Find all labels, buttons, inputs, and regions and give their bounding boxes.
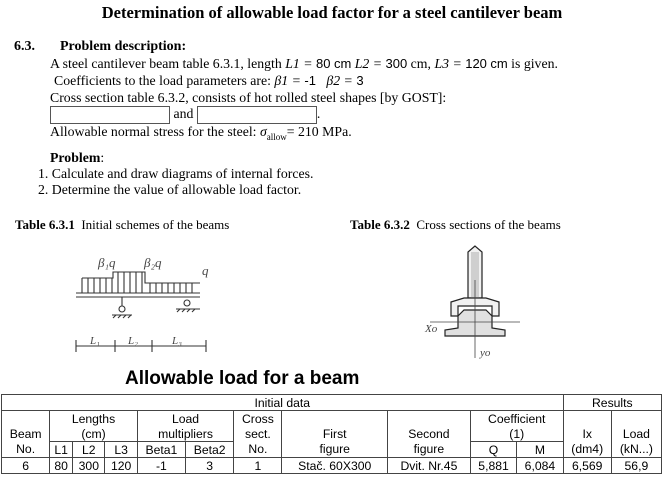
problem-item-2: 2. Determine the value of allowable load factor. (38, 182, 302, 197)
cell-beta1: -1 (137, 458, 185, 474)
yo-label: yo (480, 347, 491, 359)
roller-support (184, 300, 190, 306)
table1-caption-text: Initial schemes of the beams (81, 217, 230, 232)
l2-dim-label: L₂ (128, 335, 138, 347)
sigma-subscript: allow (266, 131, 287, 142)
l3-value: 120 (465, 56, 487, 71)
col-q: Q (470, 442, 516, 458)
l3-label: L3 = (434, 56, 466, 71)
table2-caption-text: Cross sections of the beams (416, 217, 561, 232)
section-heading: Problem description: (60, 39, 187, 54)
cell-beam: 6 (2, 458, 50, 474)
page-title: Determination of allowable load factor for a steel cantilever beam (101, 3, 563, 22)
cross-sect: sect. (234, 426, 282, 442)
first-figure-sub: figure (282, 442, 387, 458)
col-m: M (517, 442, 563, 458)
coefficient-unit: (1) (470, 426, 563, 442)
second-figure-header: Second (387, 426, 470, 442)
problem-heading-text: Problem (50, 150, 101, 165)
l2-value: 300 (385, 56, 408, 71)
cross-header: Cross (234, 411, 282, 427)
beam-no-header: No. (2, 442, 50, 458)
and-text: and (173, 106, 194, 122)
section-number: 6.3. (14, 39, 35, 54)
beam-length-text: A steel cantilever beam table 6.3.1, length (50, 56, 286, 71)
second-shape-input[interactable] (197, 106, 317, 124)
beta2-label: β2 = (326, 73, 353, 88)
cell-l1: 80 (50, 458, 73, 474)
col-l3: L3 (105, 442, 137, 458)
coefficient-header: Coefficient (470, 411, 563, 427)
beam-scheme-sketch (60, 248, 230, 360)
l1-unit: cm (333, 56, 352, 71)
l1-value: 80 (316, 56, 331, 71)
description-line-1 (50, 56, 558, 72)
table-row (2, 458, 662, 474)
group-header-row (2, 395, 662, 411)
ix-unit: (dm4) (563, 442, 611, 458)
cell-second-figure: Dvit. Nr.45 (387, 458, 470, 474)
cell-cross: 1 (234, 458, 282, 474)
ix-header: Ix (563, 426, 611, 442)
second-figure-sub: figure (387, 442, 470, 458)
description-line-5 (50, 124, 352, 142)
l1-dim-label: L₁ (90, 335, 100, 347)
cell-l3: 120 (105, 458, 137, 474)
cross-section-sketch (420, 240, 530, 360)
lengths-header: Lengths (50, 411, 138, 427)
header-row-3 (2, 442, 662, 458)
col-beta1: Beta1 (137, 442, 185, 458)
load-mult-unit: multipliers (137, 426, 234, 442)
sigma-symbol: σ (259, 124, 267, 139)
group-results: Results (563, 395, 661, 411)
first-figure-header: First (282, 426, 387, 442)
cell-load: 56,9 (611, 458, 661, 474)
xo-label: Xo (425, 323, 438, 335)
problem-heading: Problem: (50, 150, 105, 165)
table1-label: Table 6.3.1 (15, 217, 75, 232)
beta2-q-label: β₂q (144, 255, 162, 270)
beam-header: Beam (2, 426, 50, 442)
results-title: Allowable load for a beam (125, 368, 360, 389)
table1-caption (15, 217, 229, 233)
cell-m: 6,084 (517, 458, 563, 474)
q-label: q (202, 263, 209, 278)
problem-item-1: 1. Calculate and draw diagrams of internal forces. (38, 166, 314, 181)
table2-caption (350, 217, 561, 233)
l1-label: L1 = (285, 56, 317, 71)
first-shape-input[interactable] (50, 106, 170, 124)
l3-unit: cm (490, 56, 508, 71)
sigma-value: = 210 MPa. (286, 124, 352, 139)
cell-l2: 300 (73, 458, 105, 474)
beta1-value: -1 (304, 73, 316, 88)
lengths-unit: (cm) (50, 426, 138, 442)
beta1-q-label: β₁q (98, 255, 116, 270)
col-l1: L1 (50, 442, 73, 458)
line1-end: is given. (511, 56, 558, 71)
cross-no: No. (234, 442, 282, 458)
load-mult-header: Load (137, 411, 234, 427)
l2-label: L2 = (354, 56, 386, 71)
table2-label: Table 6.3.2 (350, 217, 410, 232)
l3-dim-label: L₃ (172, 335, 182, 347)
header-row-2 (2, 426, 662, 442)
load-unit: (kN...) (611, 442, 661, 458)
coefficients-text: Coefficients to the load parameters are: (54, 73, 271, 88)
cell-beta2: 3 (186, 458, 234, 474)
cell-ix: 6,569 (563, 458, 611, 474)
cell-q: 5,881 (470, 458, 516, 474)
description-line-2 (54, 73, 364, 89)
col-beta2: Beta2 (186, 442, 234, 458)
l2-unit: cm, (410, 56, 431, 71)
cell-first-figure: Stač. 60X300 (282, 458, 387, 474)
results-table (1, 394, 662, 474)
group-initial-data: Initial data (2, 395, 564, 411)
description-line-3: Cross section table 6.3.2, consists of hot rolled steel shapes [by GOST]: (50, 90, 447, 105)
load-header: Load (611, 426, 661, 442)
support-hinge (119, 306, 125, 312)
header-row-1 (2, 411, 662, 427)
beta1-label: β1 = (274, 73, 301, 88)
col-l2: L2 (73, 442, 105, 458)
description-line-4: and . (50, 106, 320, 124)
allowable-stress-text: Allowable normal stress for the steel: (50, 124, 257, 139)
beta2-value: 3 (356, 73, 364, 88)
